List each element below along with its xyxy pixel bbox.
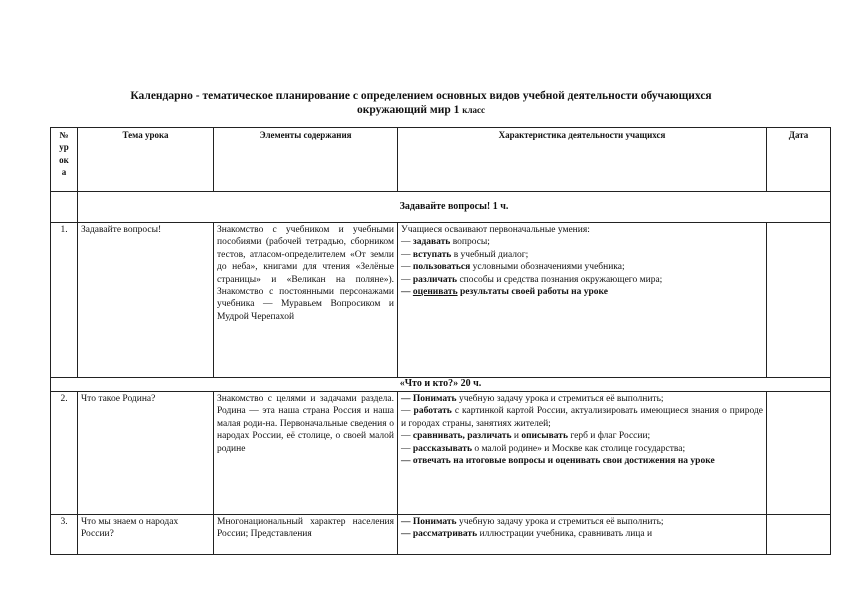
activity-item: — сравнивать, различать и описывать герб и флаг России; xyxy=(401,431,651,442)
table-header-row xyxy=(51,128,831,192)
activity-item: — отвечать на итоговые вопросы и оценивать свои достижения на уроке xyxy=(401,456,715,467)
lesson-number: 1. xyxy=(51,223,78,378)
lesson-date xyxy=(767,392,831,515)
header-content: Элементы содержания xyxy=(214,128,398,192)
activity-intro: Учащиеся осваивают первоначальные умения: xyxy=(401,225,590,235)
activity-item: — задавать вопросы; xyxy=(401,237,490,248)
lesson-content: Многонациональный характер населения России; Представления xyxy=(214,515,398,555)
header-activity: Характеристика деятельности учащихся xyxy=(398,128,767,192)
activity-item: — рассматривать иллюстрации учебника, сравнивать лица и xyxy=(401,529,653,540)
lesson-date xyxy=(767,515,831,555)
title-grade-word: класс xyxy=(462,105,486,115)
activity-item: — различать способы и средства познания окружающего мира; xyxy=(401,274,663,285)
lesson-topic: Что такое Родина? xyxy=(78,392,214,515)
activity-item: — рассказывать о малой родине» и Москве как столице государства; xyxy=(401,443,686,454)
activity-item: — оценивать результаты своей работы на уроке xyxy=(401,287,609,298)
section-row xyxy=(51,378,831,392)
lesson-content: Знакомство с учебником и учебными пособиями (рабочей тетрадью, сборником тестов, атласом-определителем «От земли до неба», книгами для чтения «Зелёные страницы» и «Великан на поляне»). Знакомство с постоянными персонажами учебника — Муравьем Вопросиком и Мудрой Черепахой xyxy=(214,223,398,378)
activity-item: — Понимать учебную задачу урока и стремиться её выполнить; xyxy=(401,517,664,527)
lesson-content: Знакомство с целями и задачами раздела. Родина — эта наша страна Россия и наша малая роди-на. Первоначальные сведения о народах России, её столице, о своей малой родине xyxy=(214,392,398,515)
title-subject: окружающий мир 1 xyxy=(356,104,460,116)
lesson-activity xyxy=(398,515,767,555)
header-date: Дата xyxy=(767,128,831,192)
activity-item: — пользоваться условными обозначениями учебника; xyxy=(401,262,625,273)
lesson-number: 2. xyxy=(51,392,78,515)
activity-item: — Понимать учебную задачу урока и стремиться её выполнить; xyxy=(401,394,664,404)
header-lesson-number: № ур ок а xyxy=(51,128,78,192)
table-row xyxy=(51,223,831,378)
lesson-topic: Что мы знаем о народах России? xyxy=(78,515,214,555)
section-title: Задавайте вопросы! 1 ч. xyxy=(78,192,831,223)
section-title: «Что и кто?» 20 ч. xyxy=(51,378,831,392)
section-row xyxy=(51,192,831,223)
lesson-activity xyxy=(398,392,767,515)
document-title-line1: Календарно - тематическое планирование с определением основных видов учебной деятельности обучающихся xyxy=(130,90,712,102)
lesson-activity xyxy=(398,223,767,378)
table-row xyxy=(51,515,831,555)
lesson-number: 3. xyxy=(51,515,78,555)
document-title-line2 xyxy=(0,103,842,117)
header-topic: Тема урока xyxy=(78,128,214,192)
planning-table xyxy=(50,127,831,555)
table-row xyxy=(51,392,831,515)
lesson-date xyxy=(767,223,831,378)
activity-item: — вступать в учебный диалог; xyxy=(401,249,529,260)
lesson-topic: Задавайте вопросы! xyxy=(78,223,214,378)
activity-item: — работать с картинкой картой России, актуализировать имеющиеся знания о природе и городах страны, занятиях жителей; xyxy=(401,406,763,429)
